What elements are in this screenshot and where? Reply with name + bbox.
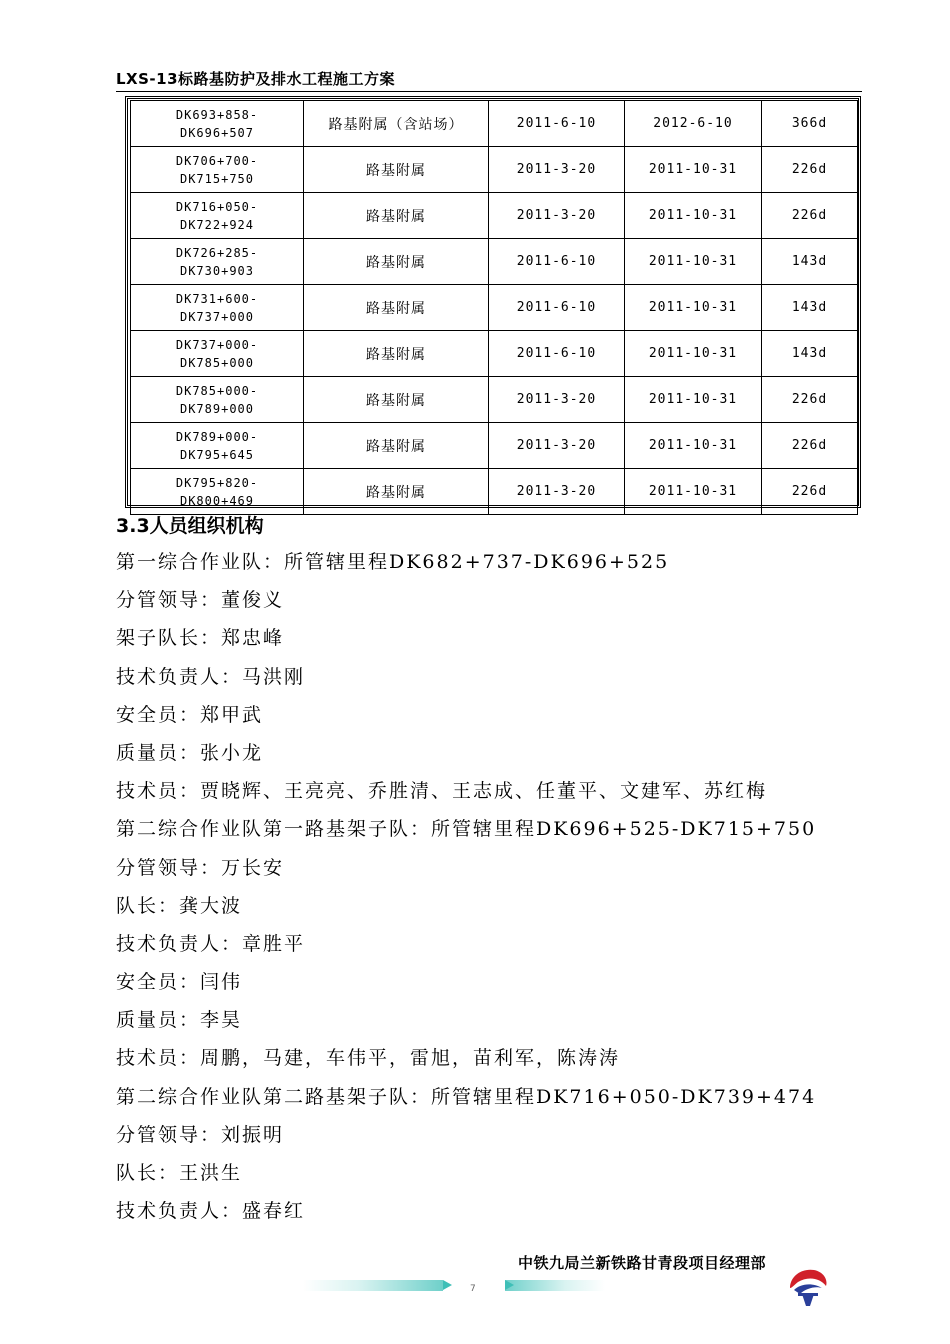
footer-arrow-icon <box>443 1280 452 1290</box>
start-date-cell: 2011-6-10 <box>489 239 625 285</box>
end-date-cell: 2011-10-31 <box>625 285 762 331</box>
table-row <box>131 331 858 377</box>
personnel-line: 架子队长：郑忠峰 <box>116 627 285 650</box>
mileage-range-end: DK722+924 <box>179 217 255 232</box>
end-date-cell: 2011-10-31 <box>625 423 762 469</box>
personnel-line: 第一综合作业队：所管辖里程DK682+737-DK696+525 <box>116 551 670 573</box>
mileage-range-start: DK785+000- <box>175 383 259 398</box>
mileage-range-end: DK737+000 <box>179 309 255 324</box>
page-number: 7 <box>470 1284 476 1294</box>
mileage-range-cell <box>131 469 304 515</box>
mileage-range-end: DK800+469 <box>179 493 255 508</box>
personnel-line: 技术负责人：马洪刚 <box>116 665 306 688</box>
duration-cell: 226d <box>762 469 858 515</box>
work-item-cell: 路基附属 <box>304 377 489 423</box>
duration-cell: 143d <box>762 285 858 331</box>
end-date-cell: 2011-10-31 <box>625 193 762 239</box>
mileage-range-end: DK715+750 <box>179 171 255 186</box>
table-row <box>131 285 858 331</box>
section-heading: 3.3人员组织机构 <box>116 515 264 537</box>
schedule-table-frame <box>125 96 861 508</box>
footer-arrow-right-icon <box>505 1280 514 1290</box>
mileage-range-start: DK731+600- <box>175 291 259 306</box>
start-date-cell: 2011-3-20 <box>489 423 625 469</box>
end-date-cell: 2011-10-31 <box>625 469 762 515</box>
personnel-line: 第二综合作业队第二路基架子队：所管辖里程DK716+050-DK739+474 <box>116 1085 817 1108</box>
duration-cell: 226d <box>762 193 858 239</box>
table-row <box>131 101 858 147</box>
work-item-cell: 路基附属 <box>304 239 489 285</box>
mileage-range-end: DK795+645 <box>179 447 255 462</box>
start-date-cell: 2011-6-10 <box>489 101 625 147</box>
mileage-range-start: DK795+820- <box>175 475 259 490</box>
table-row <box>131 239 858 285</box>
personnel-line: 质量员：张小龙 <box>116 741 264 764</box>
personnel-line: 技术员：周鹏，马建，车伟平，雷旭，苗利军，陈涛涛 <box>116 1047 621 1070</box>
personnel-line: 质量员：李昊 <box>116 1009 243 1032</box>
mileage-range-cell <box>131 239 304 285</box>
footer-organization: 中铁九局兰新铁路甘青段项目经理部 <box>517 1254 766 1272</box>
start-date-cell: 2011-3-20 <box>489 193 625 239</box>
table-row <box>131 147 858 193</box>
work-item-cell: 路基附属 <box>304 193 489 239</box>
end-date-cell: 2012-6-10 <box>625 101 762 147</box>
duration-cell: 226d <box>762 423 858 469</box>
mileage-range-cell <box>131 101 304 147</box>
mileage-range-cell <box>131 423 304 469</box>
mileage-range-end: DK730+903 <box>179 263 255 278</box>
mileage-range-start: DK737+000- <box>175 337 259 352</box>
work-item-cell: 路基附属 <box>304 469 489 515</box>
personnel-line: 安全员：闫伟 <box>116 971 243 994</box>
personnel-line: 第二综合作业队第一路基架子队：所管辖里程DK696+525-DK715+750 <box>116 818 817 841</box>
start-date-cell: 2011-3-20 <box>489 469 625 515</box>
mileage-range-start: DK693+858- <box>175 107 259 122</box>
personnel-list <box>116 548 876 1235</box>
personnel-line: 队长：王洪生 <box>116 1162 243 1184</box>
start-date-cell: 2011-6-10 <box>489 285 625 331</box>
start-date-cell: 2011-6-10 <box>489 331 625 377</box>
end-date-cell: 2011-10-31 <box>625 147 762 193</box>
footer-decoration-bar-left <box>303 1280 443 1291</box>
work-item-cell: 路基附属 <box>304 147 489 193</box>
start-date-cell: 2011-3-20 <box>489 377 625 423</box>
duration-cell: 226d <box>762 147 858 193</box>
personnel-line: 技术员：贾晓辉、王亮亮、乔胜清、王志成、任董平、文建军、苏红梅 <box>116 780 768 803</box>
mileage-range-end: DK696+507 <box>179 125 255 140</box>
end-date-cell: 2011-10-31 <box>625 331 762 377</box>
duration-cell: 366d <box>762 101 858 147</box>
mileage-range-start: DK726+285- <box>175 245 259 260</box>
start-date-cell: 2011-3-20 <box>489 147 625 193</box>
table-row <box>131 193 858 239</box>
table-row <box>131 469 858 515</box>
railway-logo-icon <box>784 1264 830 1310</box>
footer-decoration-bar-right <box>505 1280 605 1291</box>
personnel-line: 分管领导：万长安 <box>116 856 285 879</box>
document-header-title: LXS-13标路基防护及排水工程施工方案 <box>116 70 396 88</box>
mileage-range-end: DK785+000 <box>179 355 255 370</box>
header-divider <box>116 91 862 92</box>
table-row <box>131 423 858 469</box>
duration-cell: 226d <box>762 377 858 423</box>
schedule-table <box>130 100 858 515</box>
duration-cell: 143d <box>762 239 858 285</box>
personnel-line: 安全员：郑甲武 <box>116 703 264 726</box>
mileage-range-cell <box>131 147 304 193</box>
work-item-cell: 路基附属 <box>304 285 489 331</box>
mileage-range-cell <box>131 193 304 239</box>
mileage-range-start: DK789+000- <box>175 429 259 444</box>
end-date-cell: 2011-10-31 <box>625 377 762 423</box>
personnel-line: 技术负责人：章胜平 <box>116 932 306 955</box>
mileage-range-cell <box>131 331 304 377</box>
schedule-table-body <box>131 101 858 515</box>
mileage-range-cell <box>131 377 304 423</box>
personnel-line: 分管领导：刘振明 <box>116 1123 285 1146</box>
personnel-line: 技术负责人：盛春红 <box>116 1200 306 1223</box>
mileage-range-end: DK789+000 <box>179 401 255 416</box>
mileage-range-start: DK716+050- <box>175 199 259 214</box>
personnel-line: 分管领导：董俊义 <box>116 589 285 612</box>
work-item-cell: 路基附属 <box>304 331 489 377</box>
work-item-cell: 路基附属 <box>304 423 489 469</box>
mileage-range-cell <box>131 285 304 331</box>
table-row <box>131 377 858 423</box>
personnel-line: 队长：龚大波 <box>116 894 243 917</box>
end-date-cell: 2011-10-31 <box>625 239 762 285</box>
duration-cell: 143d <box>762 331 858 377</box>
work-item-cell: 路基附属（含站场） <box>304 101 489 147</box>
mileage-range-start: DK706+700- <box>175 153 259 168</box>
